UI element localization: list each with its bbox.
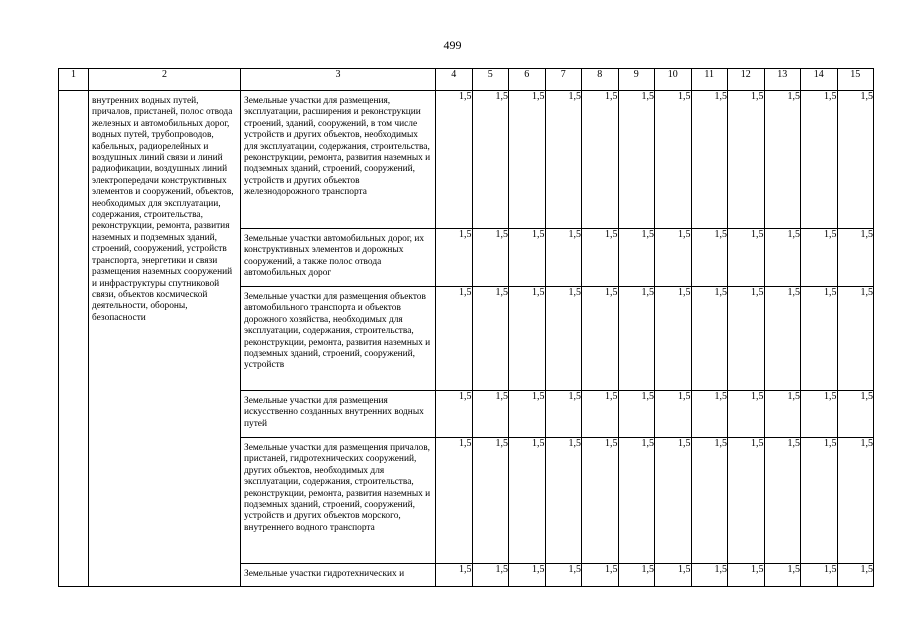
coefficient-value: 1,5 [728, 91, 765, 229]
coefficient-value: 1,5 [618, 391, 655, 438]
coefficient-value: 1,5 [618, 91, 655, 229]
coefficient-value: 1,5 [655, 438, 692, 564]
coefficient-value: 1,5 [436, 564, 473, 587]
coefficient-value: 1,5 [545, 91, 582, 229]
coefficient-value: 1,5 [472, 229, 509, 287]
coefficient-value: 1,5 [545, 391, 582, 438]
description-text: Земельные участки гидротехнических и [244, 569, 405, 579]
coefficient-value: 1,5 [582, 229, 619, 287]
description-cell [241, 91, 436, 229]
coefficient-value: 1,5 [728, 229, 765, 287]
coefficient-value: 1,5 [618, 438, 655, 564]
coefficient-value: 1,5 [837, 391, 874, 438]
coefficient-value: 1,5 [582, 287, 619, 391]
description-text: Земельные участки автомобильных дорог, их конструктивных элементов и дорожных сооружений, а также полос отвода автомобильных дорог [244, 234, 425, 279]
coefficient-value: 1,5 [691, 564, 728, 587]
coefficient-value: 1,5 [436, 91, 473, 229]
description-cell [241, 287, 436, 391]
column-header: 7 [545, 69, 582, 91]
coefficient-value: 1,5 [691, 438, 728, 564]
coefficient-value: 1,5 [472, 564, 509, 587]
coefficient-value: 1,5 [472, 391, 509, 438]
coefficient-value: 1,5 [436, 391, 473, 438]
coefficient-value: 1,5 [582, 564, 619, 587]
coefficient-value: 1,5 [655, 229, 692, 287]
column-header: 2 [89, 69, 241, 91]
coefficient-value: 1,5 [509, 438, 546, 564]
coefficient-value: 1,5 [728, 287, 765, 391]
category-cell [89, 91, 241, 587]
column-header: 15 [837, 69, 874, 91]
coefficient-value: 1,5 [764, 438, 801, 564]
coefficient-value: 1,5 [837, 91, 874, 229]
coefficient-value: 1,5 [509, 391, 546, 438]
coefficient-value: 1,5 [545, 287, 582, 391]
coefficient-value: 1,5 [837, 438, 874, 564]
coefficient-value: 1,5 [618, 229, 655, 287]
column-header: 1 [59, 69, 89, 91]
column-header: 6 [509, 69, 546, 91]
coefficient-value: 1,5 [436, 287, 473, 391]
description-text: Земельные участки для размещения, эксплуатации, расширения и реконструкции строений, зданий, сооружений, в том числе устройств и других объектов, необходимых для эксплуатации, содержания, строительства, реконструкции, ремонта, развития наземных и подземных зданий, строений, сооружений, устройств и других объектов железнодорожного транспорта [244, 96, 431, 198]
page-number: 499 [443, 38, 462, 52]
coefficient-value: 1,5 [618, 287, 655, 391]
coefficient-value: 1,5 [472, 287, 509, 391]
column-header: 5 [472, 69, 509, 91]
description-text: Земельные участки для размещения причалов, пристаней, гидротехнических сооружений, других объектов, необходимых для эксплуатации, содержания, строительства, реконструкции, ремонта, развития наземных и подземных зданий, строений, сооружений, устройств и других объектов морского, внутреннего водного транспорта [244, 443, 431, 533]
table-header-row [59, 69, 874, 91]
coefficient-value: 1,5 [436, 229, 473, 287]
coefficient-value: 1,5 [801, 438, 838, 564]
coefficient-value: 1,5 [801, 91, 838, 229]
column-header: 12 [728, 69, 765, 91]
coefficient-value: 1,5 [655, 564, 692, 587]
description-cell [241, 438, 436, 564]
coefficient-value: 1,5 [655, 91, 692, 229]
coefficient-value: 1,5 [691, 391, 728, 438]
coefficient-value: 1,5 [582, 438, 619, 564]
column-header: 11 [691, 69, 728, 91]
coefficient-value: 1,5 [436, 438, 473, 564]
description-cell [241, 229, 436, 287]
column-header: 9 [618, 69, 655, 91]
column-header: 13 [764, 69, 801, 91]
coefficient-value: 1,5 [472, 438, 509, 564]
coefficient-value: 1,5 [728, 391, 765, 438]
coefficient-value: 1,5 [618, 564, 655, 587]
coefficient-value: 1,5 [655, 287, 692, 391]
coefficient-value: 1,5 [728, 564, 765, 587]
description-cell [241, 564, 436, 587]
coefficient-value: 1,5 [801, 229, 838, 287]
coefficient-value: 1,5 [509, 91, 546, 229]
coefficient-value: 1,5 [582, 391, 619, 438]
column-header: 3 [241, 69, 436, 91]
tariff-table [58, 68, 874, 587]
coefficient-value: 1,5 [691, 287, 728, 391]
coefficient-value: 1,5 [764, 391, 801, 438]
coefficient-value: 1,5 [837, 229, 874, 287]
description-cell [241, 391, 436, 438]
description-text: Земельные участки для размещения искусственно созданных внутренних водных путей [244, 396, 424, 429]
coefficient-value: 1,5 [655, 391, 692, 438]
coefficient-value: 1,5 [509, 229, 546, 287]
column-header: 10 [655, 69, 692, 91]
coefficient-value: 1,5 [545, 438, 582, 564]
coefficient-value: 1,5 [801, 391, 838, 438]
description-text: Земельные участки для размещения объектов автомобильного транспорта и объектов дорожного хозяйства, необходимых для эксплуатации, содержания, строительства, реконструкции, ремонта, развития наземных и подземных зданий, строений, сооружений, устройств [244, 292, 431, 371]
coefficient-value: 1,5 [691, 229, 728, 287]
coefficient-value: 1,5 [801, 564, 838, 587]
coefficient-value: 1,5 [509, 287, 546, 391]
coefficient-value: 1,5 [472, 91, 509, 229]
coefficient-value: 1,5 [728, 438, 765, 564]
coefficient-value: 1,5 [545, 229, 582, 287]
column-header: 14 [801, 69, 838, 91]
coefficient-value: 1,5 [764, 91, 801, 229]
coefficient-value: 1,5 [691, 91, 728, 229]
coefficient-value: 1,5 [764, 229, 801, 287]
row-number-cell [59, 91, 89, 587]
coefficient-value: 1,5 [837, 564, 874, 587]
coefficient-value: 1,5 [764, 287, 801, 391]
coefficient-value: 1,5 [582, 91, 619, 229]
column-header: 8 [582, 69, 619, 91]
column-header: 4 [436, 69, 473, 91]
table-row [59, 91, 874, 229]
coefficient-value: 1,5 [837, 287, 874, 391]
coefficient-value: 1,5 [509, 564, 546, 587]
coefficient-value: 1,5 [545, 564, 582, 587]
category-text: внутренних водных путей, причалов, пристаней, полос отвода железных и автомобильных дорог, водных путей, трубопроводов, кабельных, радиорелейных и воздушных линий связи и линий радиофикации, воздушных линий электропередачи конструктивных элементов и сооружений, объектов, необходимых для эксплуатации, содержания, строительства, реконструкции, ремонта, развития наземных и подземных зданий, строений, сооружений, устройств транспорта, энергетики и связи размещения наземных сооружений и инфраструктуры спутниковой связи, объектов космической деятельности, обороны, безопасности [92, 96, 234, 323]
coefficient-value: 1,5 [764, 564, 801, 587]
coefficient-value: 1,5 [801, 287, 838, 391]
